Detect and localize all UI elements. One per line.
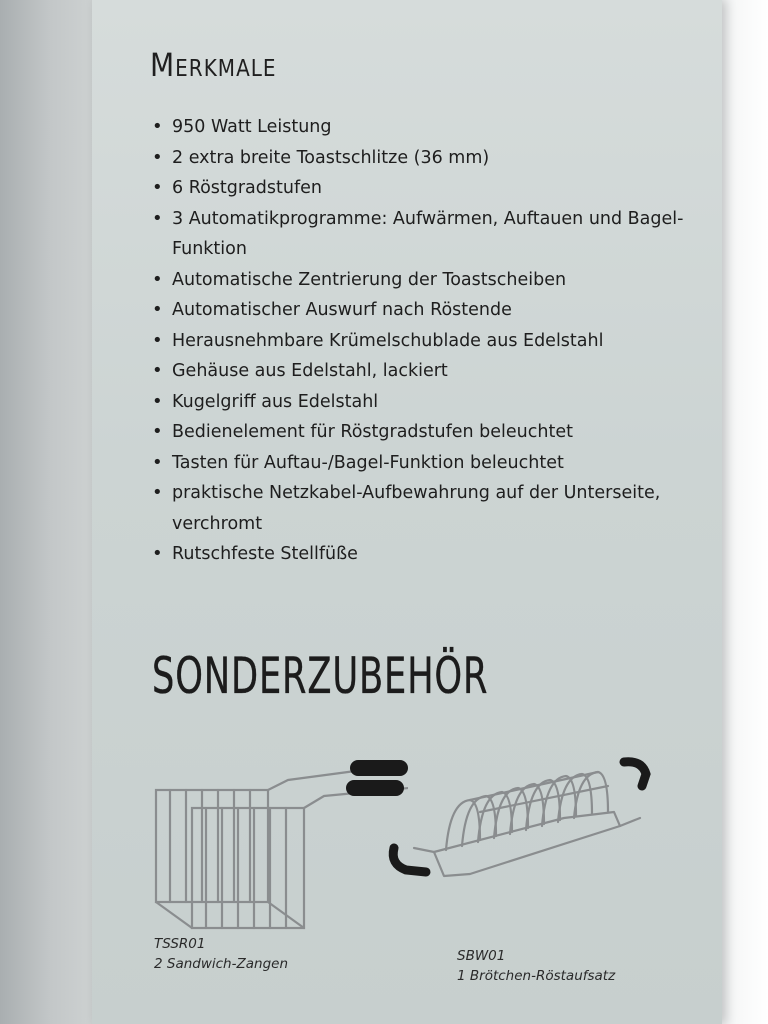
list-item: • 2 extra breite Toastschlitze (36 mm) [150, 143, 710, 174]
list-item: • 950 Watt Leistung [150, 112, 710, 143]
product-code: TSSR01 [154, 936, 206, 952]
list-item: • Tasten für Auftau-/Bagel-Funktion beleuchtet [150, 448, 710, 479]
features-list [150, 112, 710, 570]
product-name: 2 Sandwich-Zangen [154, 956, 288, 972]
bun-warmer-rack-icon [384, 752, 654, 902]
list-item: • Rutschfeste Stellfüße [150, 539, 710, 570]
brochure-page [92, 0, 722, 1024]
list-item: • praktische Netzkabel-Aufbewahrung auf der Unterseite, verchromt [150, 478, 710, 539]
features-heading: Merkmale [150, 46, 277, 84]
product-caption-tssr01 [154, 934, 288, 974]
list-item: • Herausnehmbare Krümelschublade aus Edelstahl [150, 326, 710, 357]
list-item: • 3 Automatikprogramme: Aufwärmen, Auftauen und Bagel-Funktion [150, 204, 710, 265]
list-item: • Kugelgriff aus Edelstahl [150, 387, 710, 418]
list-item: • Automatische Zentrierung der Toastscheiben [150, 265, 710, 296]
accessories-heading: SONDERZUBEHÖR [152, 648, 489, 706]
list-item: • 6 Röstgradstufen [150, 173, 710, 204]
list-item: • Gehäuse aus Edelstahl, lackiert [150, 356, 710, 387]
sandwich-tongs-icon [148, 756, 408, 936]
product-code: SBW01 [457, 948, 506, 964]
list-item: • Bedienelement für Röstgradstufen beleuchtet [150, 417, 710, 448]
list-item: • Automatischer Auswurf nach Röstende [150, 295, 710, 326]
left-binding-edge [0, 0, 92, 1024]
right-page-edge [716, 0, 768, 1024]
product-caption-sbw01 [457, 946, 615, 986]
product-name: 1 Brötchen-Röstaufsatz [457, 968, 616, 984]
